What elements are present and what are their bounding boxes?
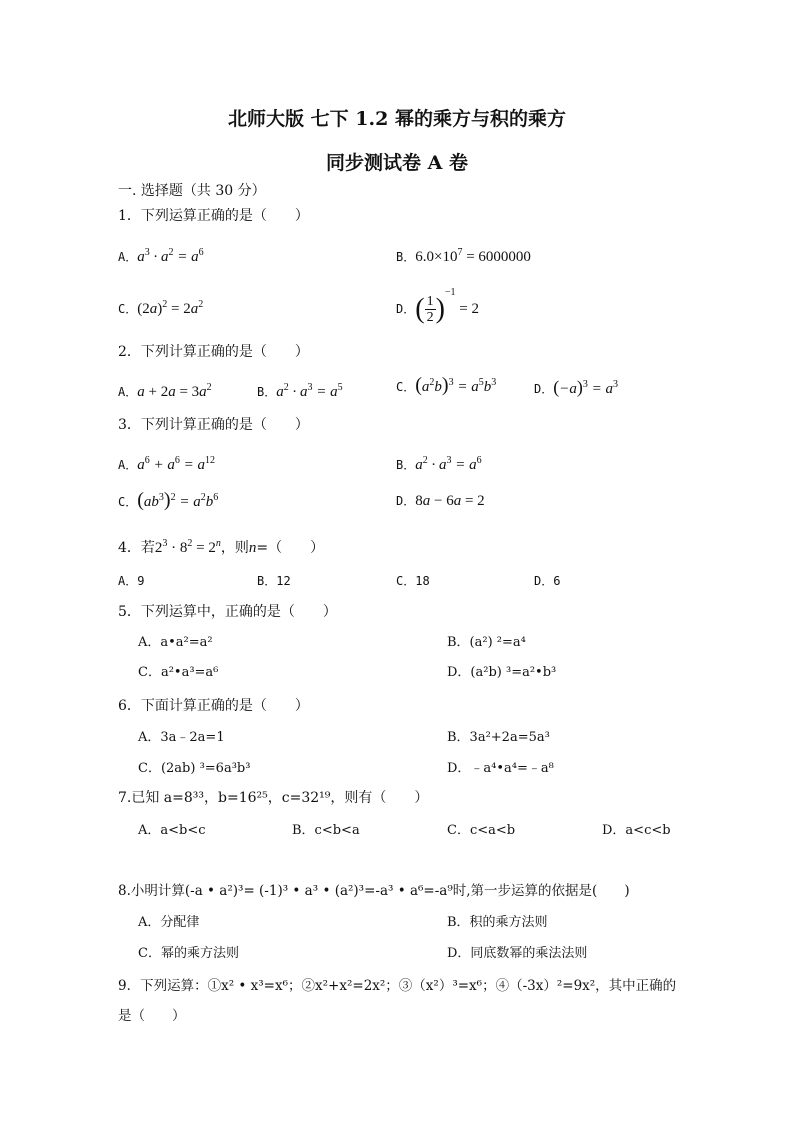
q6-option-c: C．(2ab) ³=6a³b³ [138, 761, 251, 776]
question-8-stem: 8.小明计算(-a • a²)³= (-1)³ • a³ • (a²)³=-a³ • a⁶=-a⁹时,第一步运算的依据是( ) [118, 883, 630, 899]
q5-option-a: A．a•a²=a² [138, 635, 213, 650]
q6-option-d: D．﹣a⁴•a⁴=﹣a⁸ [447, 761, 554, 776]
question-1-stem: 1．下列运算正确的是（ ） [118, 208, 309, 224]
q3-option-a: A．$a^6 + a^6 = a^{12}$ [118, 455, 215, 473]
q3-option-b: B．$a^2 \cdot a^3 = a^6$ [396, 455, 482, 473]
q4-option-c: C．18 [396, 574, 430, 588]
q8-option-c: C．幂的乘方法则 [138, 946, 239, 961]
q6-option-a: A．3a﹣2a=1 [138, 730, 225, 745]
question-4-stem: 4．若$2^3 \cdot 8^2 = 2^n$，则n=（ ） [118, 538, 325, 556]
q5-option-b: B．(a²) ²=a⁴ [447, 635, 526, 650]
q5-option-c: C．a²•a³=a⁶ [138, 665, 219, 680]
question-9-stem-continued: 是（ ） [118, 1008, 186, 1024]
q1-option-a: A．$a^3 \cdot a^2 = a^6$ [118, 247, 204, 265]
q4-option-d: D．6 [534, 574, 561, 588]
q3-option-d: D．8a − 6a = 2 [396, 493, 485, 509]
q6-option-b: B．3a²+2a=5a³ [447, 730, 550, 745]
q2-option-b: B．$a^2 \cdot a^3 = a^5$ [257, 382, 343, 400]
q4-option-b: B．12 [257, 574, 291, 588]
question-5-stem: 5．下列运算中，正确的是（ ） [118, 604, 337, 620]
q8-option-d: D．同底数幂的乘法法则 [447, 946, 588, 961]
q8-option-a: A．分配律 [138, 915, 200, 930]
q1-option-c: C．$(2a)^2 = 2a^2$ [118, 299, 204, 317]
q1-option-b: B．$6.0\times 10^7 = 6000000$ [396, 247, 531, 265]
question-2-stem: 2．下列计算正确的是（ ） [118, 344, 309, 360]
q7-option-d: D．a<c<b [602, 823, 671, 838]
q1-option-d: D．( $\frac{1}{2}$ )$^{-1}$ = 2 [396, 287, 479, 326]
question-3-stem: 3．下列计算正确的是（ ） [118, 417, 309, 433]
q5-option-d: D．(a²b) ³=a²•b³ [447, 665, 557, 680]
question-6-stem: 6．下面计算正确的是（ ） [118, 698, 309, 714]
q7-option-c: C．c<a<b [447, 823, 516, 838]
question-7-stem: 7.已知 a=8³³，b=16²⁵，c=32¹⁹，则有（ ） [118, 790, 429, 806]
q4-option-a: A．9 [118, 574, 145, 588]
page-title: 北师大版 七下 1.2 幂的乘方与积的乘方 [228, 108, 566, 130]
q2-option-c: C．$(a^2b)^3 = a^5b^3$ [396, 374, 497, 396]
page-subtitle: 同步测试卷 A 卷 [326, 152, 468, 174]
q3-option-c: C．$(ab^3)^2 = a^2b^6$ [118, 489, 219, 511]
section-heading: 一. 选择题（共 30 分） [118, 183, 266, 199]
q7-option-a: A．a<b<c [138, 823, 206, 838]
question-9-stem: 9．下列运算：①x² • x³=x⁶；②x²+x²=2x²；③（x²）³=x⁶；④（-3x）²=9x²，其中正确的 [118, 978, 677, 994]
q8-option-b: B．积的乘方法则 [447, 915, 548, 930]
q2-option-d: D．$(-a)^3 = a^3$ [534, 377, 618, 397]
q2-option-a: A．$a + 2a = 3a^2$ [118, 382, 212, 400]
q7-option-b: B．c<b<a [292, 823, 360, 838]
